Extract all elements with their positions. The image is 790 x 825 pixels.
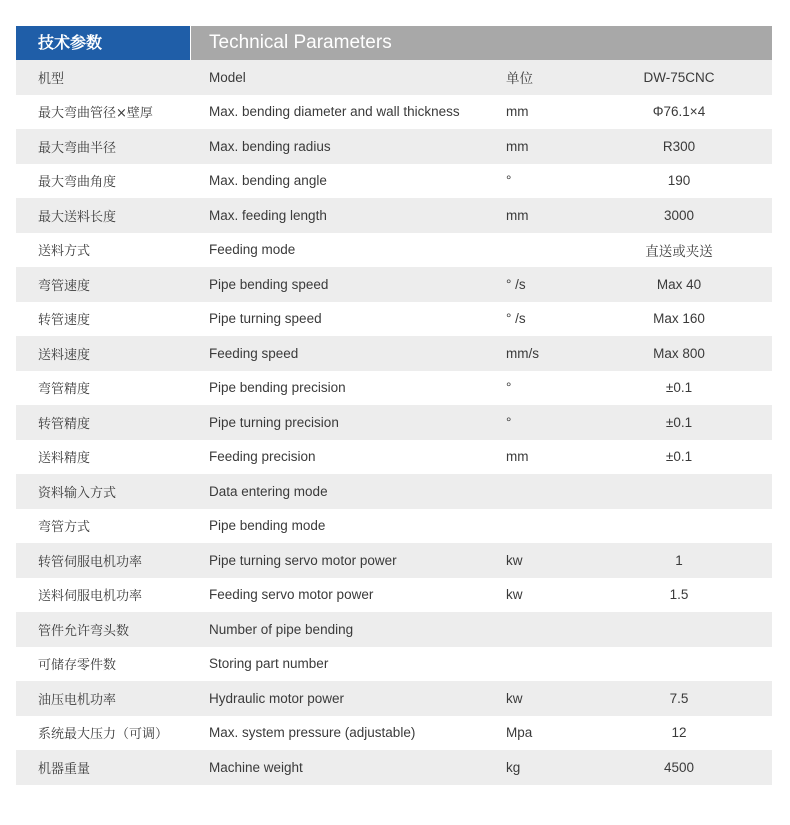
param-name-cn: 最大弯曲角度 [38, 175, 117, 191]
param-unit: ° /s [506, 311, 526, 327]
param-value: Max 40 [656, 276, 702, 292]
param-value: 4500 [663, 759, 695, 775]
param-name-en: Pipe bending mode [209, 518, 326, 534]
param-unit: ° [506, 380, 512, 396]
param-name-en: Max. feeding length [209, 207, 327, 223]
table-row [16, 578, 772, 613]
table-row [16, 681, 772, 716]
table-row [16, 233, 772, 268]
param-name-en: Storing part number [209, 656, 329, 672]
param-unit: mm [506, 104, 529, 120]
param-name-cn: 送料速度 [38, 347, 91, 363]
param-name-en: Machine weight [209, 759, 303, 775]
param-name-en: Max. bending radius [209, 138, 331, 154]
param-unit: ° [506, 414, 512, 430]
param-name-cn: 送料伺服电机功率 [38, 589, 143, 605]
param-name-en: Pipe turning servo motor power [209, 552, 397, 568]
param-value: 190 [667, 173, 691, 189]
table-row [16, 543, 772, 578]
param-unit: mm [506, 449, 529, 465]
table-row [16, 509, 772, 544]
table-row [16, 405, 772, 440]
param-name-en: Max. bending angle [209, 173, 327, 189]
param-value: 1 [675, 552, 683, 568]
table-row [16, 474, 772, 509]
param-unit: ° [506, 173, 512, 189]
header-title-en: Technical Parameters [190, 26, 772, 60]
param-unit: mm/s [506, 345, 539, 361]
param-value: 7.5 [669, 690, 689, 706]
table-body [16, 60, 772, 785]
param-unit: kw [506, 690, 523, 706]
param-name-cn: 油压电机功率 [38, 692, 117, 708]
param-name-cn: 最大弯曲管径×壁厚 [38, 106, 153, 122]
param-name-cn: 弯管速度 [38, 278, 91, 294]
param-name-cn: 转管伺服电机功率 [38, 554, 143, 570]
table-row [16, 716, 772, 751]
param-value: Max 160 [653, 311, 705, 327]
param-name-cn: 管件允许弯头数 [38, 623, 130, 639]
param-name-cn: 转管精度 [38, 416, 91, 432]
param-value: ±0.1 [665, 449, 693, 465]
param-name-en: Feeding precision [209, 449, 316, 465]
param-value: Φ76.1×4 [652, 104, 706, 120]
param-name-cn: 弯管方式 [38, 520, 91, 536]
table-row [16, 647, 772, 682]
header-title-cn: 技术参数 [16, 26, 190, 60]
param-name-cn: 机型 [38, 71, 65, 87]
param-value: 1.5 [669, 587, 689, 603]
param-name-en: Feeding speed [209, 345, 299, 361]
table-row [16, 336, 772, 371]
param-name-cn: 弯管精度 [38, 382, 91, 398]
param-name-cn: 可储存零件数 [38, 658, 117, 674]
param-value: 直送或夹送 [645, 243, 713, 259]
table-row [16, 750, 772, 785]
param-name-cn: 机器重量 [38, 761, 91, 777]
param-name-en: Pipe bending speed [209, 276, 329, 292]
table-row [16, 95, 772, 130]
table-row [16, 164, 772, 199]
param-value: Max 800 [653, 345, 705, 361]
param-name-en: Data entering mode [209, 483, 328, 499]
param-value: 12 [671, 725, 687, 741]
param-name-cn: 最大送料长度 [38, 209, 117, 225]
table-row [16, 198, 772, 233]
param-unit: kw [506, 552, 523, 568]
param-unit: 单位 [506, 71, 533, 87]
table-header [16, 26, 772, 60]
param-unit: kg [506, 759, 521, 775]
param-name-en: Pipe turning speed [209, 311, 322, 327]
param-value: R300 [662, 138, 696, 154]
param-name-cn: 系统最大压力（可调） [38, 727, 169, 743]
param-name-en: Feeding servo motor power [209, 587, 374, 603]
param-name-en: Max. system pressure (adjustable) [209, 725, 416, 741]
table-row [16, 302, 772, 337]
param-value: DW-75CNC [643, 69, 715, 85]
param-name-en: Pipe bending precision [209, 380, 346, 396]
param-unit: ° /s [506, 276, 526, 292]
param-value: ±0.1 [665, 380, 693, 396]
param-name-en: Max. bending diameter and wall thickness [209, 104, 460, 120]
param-name-cn: 资料输入方式 [38, 485, 117, 501]
table-row [16, 267, 772, 302]
param-name-cn: 转管速度 [38, 313, 91, 329]
param-name-en: Feeding mode [209, 242, 296, 258]
table-row [16, 612, 772, 647]
technical-parameters-table [16, 26, 772, 785]
param-value: ±0.1 [665, 414, 693, 430]
param-value: 3000 [663, 207, 695, 223]
param-name-en: Hydraulic motor power [209, 690, 345, 706]
param-unit: kw [506, 587, 523, 603]
param-name-en: Number of pipe bending [209, 621, 354, 637]
param-name-en: Pipe turning precision [209, 414, 339, 430]
param-name-cn: 送料精度 [38, 451, 91, 467]
table-row [16, 60, 772, 95]
table-row [16, 371, 772, 406]
param-unit: Mpa [506, 725, 533, 741]
table-row [16, 129, 772, 164]
param-unit: mm [506, 138, 529, 154]
param-name-en: Model [209, 69, 246, 85]
param-name-cn: 最大弯曲半径 [38, 140, 117, 156]
param-unit: mm [506, 207, 529, 223]
param-name-cn: 送料方式 [38, 244, 91, 260]
table-row [16, 440, 772, 475]
